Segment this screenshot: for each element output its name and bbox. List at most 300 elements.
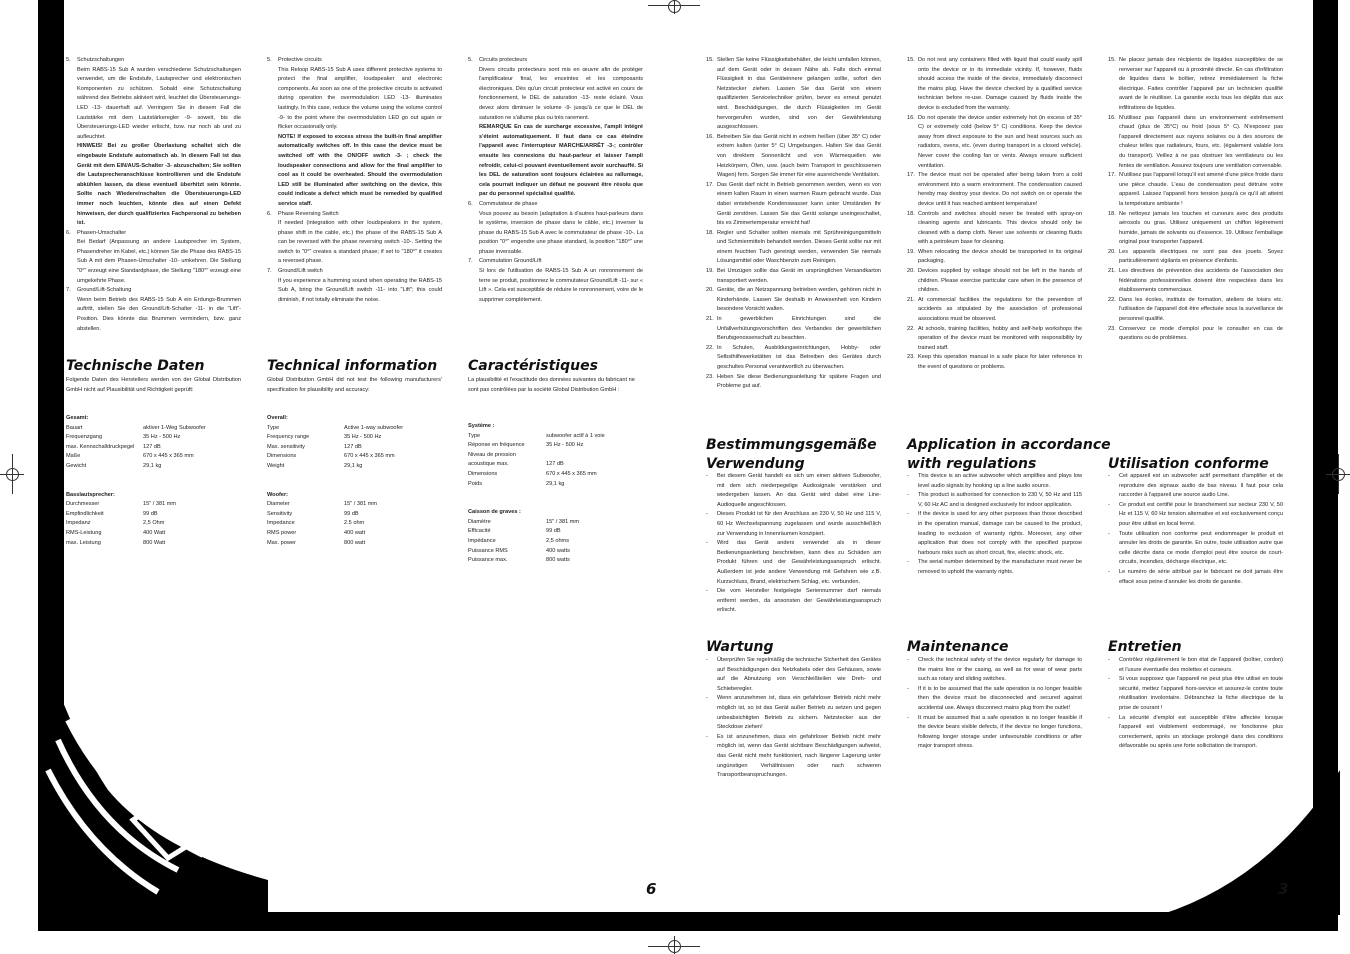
bullet-dash: - bbox=[907, 511, 909, 518]
spec-row bbox=[267, 519, 442, 529]
numbered-item bbox=[907, 171, 1082, 209]
spec-label: max. Leistung bbox=[66, 539, 101, 546]
spec-label: Maße bbox=[66, 453, 81, 460]
spec-label: Frequenzgang bbox=[66, 434, 103, 441]
spec-value: 2,5 ohms bbox=[546, 537, 570, 544]
spec-row bbox=[267, 452, 442, 462]
item-number: 16. bbox=[706, 133, 714, 140]
item-body: In gewerblichen Einrichtungen sind die Unfallverhütungsvorschriften des Verbandes der gewerblichen Berufsgenossenschaft zu beachten. bbox=[717, 316, 881, 342]
bullet-text: Wenn anzunehmen ist, dass ein gefahrloser Betrieb nicht mehr möglich ist, so ist das Gerät außer Betrieb zu setzen und gegen unbeabsichtigten Betrieb zu sichern. Netzstecker aus der Steckdose ziehen! bbox=[717, 695, 881, 731]
spec-value: 670 x 445 x 365 mm bbox=[143, 453, 194, 460]
spec-value: subwoofer actif à 1 voie bbox=[546, 432, 605, 439]
item-body: Devices supplied by voltage should not be left in the hands of children. Please exercise particular care when in the presence of children. bbox=[918, 268, 1082, 294]
spec-row bbox=[267, 443, 442, 453]
item-body: At commercial facilities the regulations for the prevention of accidents as stipulated by the association of professional associations must be observed. bbox=[918, 296, 1082, 323]
spec-value: 400 watts bbox=[546, 547, 570, 554]
numbered-item bbox=[706, 373, 881, 392]
spec-label: Durchmesser bbox=[66, 501, 100, 508]
tech-intro-de: Folgende Daten des Herstellers werden von der Global Distribution GmbH nicht auf Plausibilität und Richtigkeit geprüft: bbox=[66, 377, 241, 393]
use-heading-en-line2: with regulations bbox=[907, 456, 1037, 472]
spec-group-title: Système : bbox=[468, 423, 495, 429]
item-body: N'utilisez pas l'appareil dans un environnement extrêmement chaud (plus de 35°C) ou froid (sous 5° C). N'exposez pas l'appareil directement aux rayons solaires ou à des sources de chaleur telles que radiateurs, fours, etc. (également valable lors du transport). Veillez à ne pas obstruer les ventilateurs ou les fentes de ventilation. Assurez toujours une ventilation convenable. bbox=[1119, 114, 1283, 169]
spec-label: Efficacité bbox=[468, 528, 491, 535]
spec-label: Diamètre bbox=[468, 518, 491, 525]
spec-value: 127 dB bbox=[143, 443, 161, 450]
bullet-text: Dieses Produkt ist für den Anschluss an 230 V, 50 Hz und 115 V, 60 Hz Wechselspannung zugelassen und wurde ausschließlich zur Verwendung in Innenräumen konzipiert. bbox=[717, 511, 881, 537]
spec-row bbox=[468, 480, 643, 490]
bullet-item bbox=[907, 714, 1082, 752]
item-paragraph: Si lors de l'utilisation de RABS-15 Sub A un ronronnement de terre se produit, positionnez le commutateur Ground/Lift -11- sur « Lift ». Cela est susceptible de réduire le ronronnement, voire de le supprimer complètement. bbox=[479, 268, 643, 303]
spec-value: 670 x 445 x 365 mm bbox=[546, 470, 597, 477]
bullet-dash: - bbox=[1108, 657, 1110, 663]
crop-mark-top bbox=[648, 0, 700, 14]
item-body: In Schulen, Ausbildungseinrichtungen, Hobby- oder Selbsthilfewerkstätten ist das Betreiben des Gerätes durch geschultes Personal verantwortlich zu überwachen. bbox=[717, 344, 881, 370]
item-number: 23. bbox=[907, 354, 915, 361]
numbered-item bbox=[706, 267, 881, 286]
spec-group-title: Basslautsprecher: bbox=[66, 491, 115, 498]
brand-graphic-right bbox=[1160, 770, 1340, 915]
tech-heading-en: Technical information bbox=[267, 358, 438, 374]
item-body: Les appareils électriques ne sont pas des jouets. Soyez particulièrement vigilants en présence d'enfants. bbox=[1119, 248, 1283, 265]
safety-instructions-fr bbox=[1108, 56, 1283, 344]
bullet-dash: - bbox=[706, 473, 708, 479]
item-note: REMARQUE En cas de surcharge excessive, l'ampli intégré s'éteint automatiquement. Il faut dans ce cas éteindre l'appareil avec l'interrupteur MARCHE/ARRÊT -3-; contrôler ensuite les connexions du haut-parleur et laisser l'ampli refroidir, celui-ci pouvant éventuellement avoir surchauffé. Si les DEL de saturation sont toujours éclairées au rallumage, cela pourrait indiquer un défaut ne pouvant être résolu que par du personnel spécialisé qualifié. bbox=[479, 124, 643, 198]
spec-row bbox=[468, 547, 643, 557]
numbered-item bbox=[1108, 114, 1283, 172]
numbered-item bbox=[706, 181, 881, 229]
item-body: Betreiben Sie das Gerät nicht in extrem heißen (über 35° C) oder extrem kalten (unter 5° C) Umgebungen. Halten Sie das Gerät von direktem Sonnenlicht und von Wärmequellen wie Heizkörpern, Öfen, usw. (auch beim Transport in geschlossenen Wagen) fern. Sorgen Sie immer für eine ausreichende Ventilation. bbox=[717, 133, 881, 179]
spec-label: Type bbox=[468, 432, 481, 439]
spec-label: Impedance bbox=[267, 520, 295, 527]
item-body bbox=[278, 267, 442, 305]
item-body: Controls and switches should never be treated with spray-on cleaning agents and lubricants. This device should only be cleaned with a damp cloth. Never use solvents or cleaning fluids with a petroleum base for cleaning. bbox=[918, 210, 1082, 246]
spec-value: 400 Watt bbox=[143, 529, 166, 536]
item-body: Keep this operation manual in a safe place for later reference in the event of questions or problems. bbox=[918, 354, 1082, 370]
spec-label: Diameter bbox=[267, 501, 290, 508]
item-number: 19. bbox=[706, 268, 714, 275]
spec-row bbox=[66, 452, 241, 462]
bullet-dash: - bbox=[1108, 501, 1110, 508]
protective-circuits-en bbox=[267, 56, 442, 305]
bullet-text: Cet appareil est un subwoofer actif permettant d'amplifier et de reproduire des signaux audio de bas niveau. Il faut pour cela raccorder à l'appareil une source audio Line. bbox=[1119, 473, 1283, 499]
spec-row bbox=[66, 539, 241, 549]
spec-value: Active 1-way subwoofer bbox=[344, 424, 404, 431]
numbered-item bbox=[1108, 267, 1283, 296]
item-body bbox=[77, 56, 241, 229]
bullet-text: Toute utilisation non conforme peut endommager le produit et annuler les droits de garantie. En outre, toute utilisation autre que celle décrite dans ce mode d'emploi peut être source de court-circuits, incendies, décharge électrique, etc. bbox=[1119, 530, 1283, 566]
spec-label: Poids bbox=[468, 480, 482, 487]
item-number: 21. bbox=[706, 316, 714, 323]
item-body: When relocating the device should be transported in its original packaging. bbox=[918, 248, 1082, 265]
numbered-item bbox=[706, 286, 881, 315]
item-number: 18. bbox=[706, 229, 714, 236]
item-number: 6. bbox=[66, 229, 71, 236]
bullet-dash: - bbox=[907, 492, 909, 499]
numbered-item bbox=[468, 257, 643, 305]
item-number: 5. bbox=[468, 57, 473, 63]
spec-value: 2.5 ohm bbox=[344, 520, 365, 527]
item-body: Geräte, die an Netzspannung betrieben werden, gehören nicht in Kinderhände. Lassen Sie deshalb in Anwesenheit von Kindern besondere Vorsicht walten. bbox=[717, 287, 881, 313]
spec-label: Max. sensitivity bbox=[267, 443, 305, 450]
item-body bbox=[479, 56, 643, 200]
numbered-item bbox=[267, 56, 442, 210]
item-body: Heben Sie diese Bedienungsanleitung für spätere Fragen und Probleme gut auf. bbox=[717, 373, 881, 390]
item-number: 17. bbox=[1108, 172, 1116, 179]
numbered-item bbox=[706, 56, 881, 133]
brand-graphic-left bbox=[38, 630, 268, 914]
bullet-item bbox=[1108, 714, 1283, 752]
spec-row bbox=[267, 433, 442, 443]
spec-row bbox=[468, 441, 643, 451]
item-number: 17. bbox=[706, 181, 714, 188]
spec-label: Impédance bbox=[468, 537, 496, 544]
numbered-item bbox=[706, 344, 881, 373]
item-number: 23. bbox=[706, 373, 714, 380]
bullet-text: Ce produit est certifié pour le branchement sur secteur 230 V, 50 Hz et 115 V, 60 Hz tension alternative et est exclusivement conçu pour être utilisé en local fermé. bbox=[1119, 501, 1283, 527]
spec-row bbox=[66, 443, 241, 453]
spec-label: Puissance max. bbox=[468, 557, 508, 564]
bullet-dash: - bbox=[907, 657, 909, 663]
item-number: 18. bbox=[1108, 210, 1116, 217]
item-paragraph: Bei Bedarf (Anpassung an andere Lautsprecher im System, Phasendreher im Kabel, etc.) können Sie die Phase des RABS-15 Sub A mit dem Phasen-Umschalter -10- umkehren. Die Stellung "0°" erzeugt eine Standardphase, die Stellung "180°" erzeugt eine umgekehrte Phase. bbox=[77, 239, 241, 284]
spec-value: 29,1 kg bbox=[344, 462, 363, 469]
item-paragraph: Commutateur de phase bbox=[479, 200, 538, 207]
crop-mark-left bbox=[0, 454, 24, 494]
numbered-item bbox=[66, 56, 241, 229]
spec-row bbox=[267, 510, 442, 520]
bullet-dash: - bbox=[907, 473, 909, 479]
numbered-item bbox=[468, 200, 643, 258]
bullet-text: If the device is used for any other purposes than those described in the operation manual, damage can be caused to the product, leading to exclusion of warranty rights. Moreover, any other application that does not comply with the specified purpose harbours risks such as short circuit, fire, electric shock, etc. bbox=[918, 511, 1082, 556]
spec-value: 15" / 381 mm bbox=[344, 501, 378, 508]
spec-value: 35 Hz - 500 Hz bbox=[344, 434, 382, 441]
bullet-item bbox=[706, 587, 881, 616]
spec-row bbox=[468, 470, 643, 480]
numbered-item bbox=[706, 133, 881, 181]
spec-row bbox=[468, 460, 643, 470]
spec-value: aktiver 1-Weg Subwoofer bbox=[143, 424, 206, 431]
bullet-item bbox=[1108, 656, 1283, 675]
item-paragraph: Phase Reversing Switch bbox=[278, 210, 339, 217]
use-heading-en-line1: Application in accordance bbox=[907, 437, 1111, 453]
bullet-dash: - bbox=[706, 588, 708, 595]
bullet-dash: - bbox=[907, 559, 909, 566]
spec-row bbox=[66, 510, 241, 520]
item-body: Dans les écoles, instituts de formation, ateliers de loisirs etc. l'utilisation de l'appareil doit être effectuée sous la surveillance de personnel qualifié. bbox=[1119, 296, 1283, 323]
numbered-item bbox=[468, 56, 643, 200]
spec-label: Weight bbox=[267, 462, 285, 469]
item-body: Bei Umzügen sollte das Gerät im ursprünglichen Versandkarton transportiert werden. bbox=[717, 268, 881, 284]
item-note: NOTE! If exposed to excess stress the built-in final amplifier automatically switches off. In this case the device must be switched off with the ON/OFF switch -3- ; check the loudspeaker connections and allow for the final amplifier to cool as it could be overheated. Should the overmodulation LED still be illuminated after switching on the device, this could indicate a defect which must be remedied by qualified service staff. bbox=[278, 133, 442, 207]
bullet-text: If it is to be assumed that the safe operation is no longer feasible then the device must be disconnected and secured against accidental use. Always disconnect mains plug from the outlet! bbox=[918, 685, 1082, 711]
numbered-item bbox=[907, 248, 1082, 267]
bullet-dash: - bbox=[907, 714, 909, 721]
spec-label: Sensitivity bbox=[267, 510, 293, 517]
item-number: 22. bbox=[1108, 296, 1116, 303]
protective-circuits-de bbox=[66, 56, 241, 334]
spec-value: 15" / 381 mm bbox=[143, 501, 177, 508]
item-number: 7. bbox=[66, 287, 71, 294]
item-paragraph: If you experience a humming sound when operating the RABS-15 Sub A, bring the Ground/Lift switch -11- into "Lift"; this could diminish, if not totally eliminate the noise. bbox=[278, 277, 442, 303]
item-number: 5. bbox=[267, 57, 272, 63]
use-bullets-fr bbox=[1108, 472, 1283, 587]
tech-intro-fr: La plausibilité et l'exactitude des données suivantes du fabricant ne sont pas contrôlées par la société Global Distribution GmbH : bbox=[468, 377, 635, 393]
spec-group-title: Overall: bbox=[267, 415, 288, 421]
bullet-dash: - bbox=[706, 511, 708, 518]
safety-instructions-de bbox=[706, 56, 881, 392]
item-body: Ne nettoyez jamais les touches et curseurs avec des produits aérosols ou gras. Utilisez uniquement un chiffon légèrement humide, jamais de solvants ou d'essence. 19. Utilisez l'emballage original pour transporter l'appareil. bbox=[1119, 210, 1283, 246]
item-paragraph: Ground/Lift switch bbox=[278, 268, 323, 275]
item-body: N'utilisez pas l'appareil lorsqu'il est amené d'une pièce froide dans une pièce chaude. L'eau de condensation peut détruire votre appareil. Laissez l'appareil hors tension jusqu'à ce qu'il ait atteint la température ambiante ! bbox=[1119, 172, 1283, 207]
spec-label: Impedanz bbox=[66, 520, 91, 527]
spec-value: 670 x 445 x 365 mm bbox=[344, 453, 395, 460]
item-number: 6. bbox=[267, 210, 272, 217]
bullet-item bbox=[706, 656, 881, 694]
bullet-text: Überprüfen Sie regelmäßig die technische Sicherheit des Gerätes auf Beschädigungen des Netzkabels oder des Gehäuses, sowie auf die Abnutzung von Verschleißteilen wie Dreh- und Schieberegler. bbox=[717, 657, 881, 692]
item-paragraph: Schutzschaltungen bbox=[77, 57, 125, 63]
tech-specs-en bbox=[267, 414, 442, 548]
item-body bbox=[278, 56, 442, 210]
crop-mark-right bbox=[1326, 454, 1350, 494]
spec-row bbox=[66, 462, 241, 472]
item-number: 21. bbox=[907, 296, 915, 303]
item-body: At schools, training facilities, hobby and self-help workshops the operation of the device must be monitored with responsibility by trained staff. bbox=[918, 325, 1082, 351]
item-number: 16. bbox=[907, 114, 915, 121]
bullet-item bbox=[706, 539, 881, 587]
spec-value: 800 Watt bbox=[143, 539, 166, 546]
item-body: Stellen Sie keine Flüssigkeitsbehälter, die leicht umfallen können, auf dem Gerät oder in dessen Nähe ab. Falls doch einmal Flüssigkeit in das Geräteinnere gelangen sollte, sofort den Netzstecker ziehen. Lassen Sie das Gerät von einem qualifizierten Servicetechniker prüfen, bevor es erneut genutzt wird. Beschädigungen, die durch Flüssigkeiten im Gerät hervorgerufen wurden, sind von der Gewährleistung ausgeschlossen. bbox=[717, 57, 881, 131]
bullet-text: Contrôlez régulièrement le bon état de l'appareil (boîtier, cordon) et l'usure éventuelle des molettes et curseurs. bbox=[1119, 657, 1283, 673]
spec-label: RMS power bbox=[267, 529, 297, 536]
bullet-item bbox=[1108, 568, 1283, 587]
bullet-dash: - bbox=[1108, 714, 1110, 721]
spec-label: Frequency range bbox=[267, 434, 310, 441]
bullet-item bbox=[1108, 472, 1283, 501]
use-heading-fr: Utilisation conforme bbox=[1108, 456, 1269, 472]
tech-intro-en: Global Distribution GmbH did not test the following manufacturers' specification for plausibility and accuracy: bbox=[267, 377, 442, 393]
bullet-text: Wird das Gerät anders verwendet als in dieser Bedienungsanleitung beschrieben, kann dies zu Schäden am Produkt führen und der Gewährleistungsanspruch erlischt. Außerdem ist jede andere Verwendung mit Gefahren wie z.B. Kurzschluss, Brand, elektrischem Schlag, etc. verbunden. bbox=[717, 540, 881, 585]
spec-value: 2,5 Ohm bbox=[143, 520, 165, 527]
spec-value: 15" / 381 mm bbox=[546, 518, 580, 525]
use-heading-de bbox=[706, 436, 877, 474]
item-paragraph: Phasen-Umschalter bbox=[77, 229, 127, 236]
numbered-item bbox=[907, 325, 1082, 354]
numbered-item bbox=[1108, 296, 1283, 325]
maint-heading-en: Maintenance bbox=[907, 639, 1009, 655]
item-paragraph: Wenn beim Betrieb des RABS-15 Sub A ein Erdungs-Brummen auftritt, stellen Sie den Ground/Lift-Schalter -11- in die "Lift"-Position. Dies könnte das Brummen vermindern, bzw. ganz abstellen. bbox=[77, 296, 241, 332]
spec-row bbox=[468, 518, 643, 528]
bullet-text: Si vous supposez que l'appareil ne peut plus être utilisé en toute sécurité, mettez l'appareil hors-service et assurez-le contre toute réutilisation involontaire. Débranchez la fiche électrique de la prise de courant ! bbox=[1119, 676, 1283, 711]
spec-value: 127 dB bbox=[546, 461, 564, 468]
bullet-item bbox=[706, 694, 881, 732]
numbered-item bbox=[1108, 325, 1283, 344]
spec-label: Dimensions bbox=[468, 470, 498, 477]
spec-value: 35 Hz - 500 Hz bbox=[143, 434, 181, 441]
item-number: 22. bbox=[907, 325, 915, 332]
item-paragraph: Vous pouvez au besoin (adaptation à d'autres haut-parleurs dans le système, inversion de phase dans le câble, etc.) inverser la phase du RABS-15 Sub A avec le commutateur de phase -10-. La position "0°" engendre une phase standard, la position "180°" une phase inversable. bbox=[479, 210, 643, 255]
numbered-item bbox=[907, 114, 1082, 172]
bullet-item bbox=[1108, 675, 1283, 713]
numbered-item bbox=[706, 229, 881, 267]
spec-row bbox=[468, 432, 643, 442]
bullet-text: This device is an active subwoofer which amplifies and plays low level audio signals by hooking up a line audio source. bbox=[918, 473, 1082, 489]
bullet-text: Es ist anzunehmen, dass ein gefahrloser Betrieb nicht mehr möglich ist, wenn das Gerät sichtbare Beschädigungen aufweist, das Gerät nicht mehr funktioniert, nach längerer Lagerung unter ungünstigen Verhältnissen oder nach schweren Transportbeanspruchungen. bbox=[717, 733, 881, 779]
item-body: The device must not be operated after being taken from a cold environment into a warm environment. The condensation caused hereby may destroy your device. Do not switch on or operate the device until it has reached ambient temperature! bbox=[918, 172, 1082, 207]
numbered-item bbox=[267, 267, 442, 305]
bullet-dash: - bbox=[1108, 473, 1110, 479]
use-heading-en bbox=[907, 436, 1111, 474]
spec-row bbox=[468, 537, 643, 547]
spec-label: Type bbox=[267, 424, 280, 431]
spec-row bbox=[66, 500, 241, 510]
spec-label: Puissance RMS bbox=[468, 547, 508, 554]
spec-label: Empfindlichkeit bbox=[66, 510, 104, 517]
maint-bullets-de bbox=[706, 656, 881, 781]
spec-value: 400 watt bbox=[344, 529, 366, 536]
use-heading-de-line2: Verwendung bbox=[706, 456, 805, 472]
bullet-item bbox=[706, 472, 881, 510]
numbered-item bbox=[1108, 171, 1283, 209]
item-paragraph: Ground/Lift-Schaltung bbox=[77, 287, 132, 294]
item-paragraph: Protective circuits bbox=[278, 57, 322, 63]
maint-bullets-fr bbox=[1108, 656, 1283, 752]
item-number: 20. bbox=[907, 268, 915, 275]
item-body: Les directives de prévention des accidents de l'association des fédérations professionnelles doivent être respectées dans les établissements commerciaux. bbox=[1119, 268, 1283, 294]
item-number: 6. bbox=[468, 200, 473, 207]
bullet-text: Die vom Hersteller festgelegte Seriennummer darf niemals entfernt werden, da ansonsten der Gewährleistungsanspruch erlischt. bbox=[717, 588, 881, 614]
spec-label: Réponse en fréquence bbox=[468, 442, 525, 449]
item-body bbox=[479, 257, 643, 305]
spec-row bbox=[66, 433, 241, 443]
bullet-dash: - bbox=[706, 657, 708, 663]
item-body: Conservez ce mode d'emploi pour le consulter en cas de questions ou de problèmes. bbox=[1119, 325, 1283, 342]
numbered-item bbox=[907, 267, 1082, 296]
bullet-text: It must be assumed that a safe operation is no longer feasible if the device bears visible defects, if the device no longer functions, following longer storage under unfavourable conditions or after major transport stress. bbox=[918, 714, 1082, 750]
maint-heading-de: Wartung bbox=[706, 639, 774, 655]
spec-value: 99 dB bbox=[143, 510, 158, 517]
bullet-dash: - bbox=[706, 695, 708, 702]
item-body: Ne placez jamais des récipients de liquides susceptibles de se renverser sur l'appareil ou à proximité directe. En cas d'infiltration de liquides dans le boîtier, retirez immédiatement la fiche électrique. Faites contrôler l'appareil par un technicien qualifié avant de le réutiliser. La garantie exclu tous les dégâts dus aux infiltrations de liquides. bbox=[1119, 57, 1283, 111]
spec-row bbox=[267, 424, 442, 434]
spec-value: 800 watt bbox=[344, 539, 366, 546]
item-number: 20. bbox=[1108, 248, 1116, 255]
numbered-item bbox=[907, 56, 1082, 114]
bullet-text: This product is authorised for connection to 230 V, 50 Hz and 115 V, 60 Hz AC and is designed exclusively for indoor application. bbox=[918, 492, 1082, 508]
item-number: 5. bbox=[66, 57, 71, 63]
bullet-item bbox=[706, 733, 881, 781]
item-paragraph: Divers circuits protecteurs sont mis en œuvre afin de protéger l'amplificateur final, les enceintes et les composants électroniques. Dès qu'un circuit protecteur est activé en cours de fonctionnement, le DEL de saturation -13- reste éclairé. Vous devez alors diminuer le volume -9- jusqu'à ce que le DEL de saturation ne s'allume plus ou très rarement. bbox=[479, 66, 643, 121]
item-body: Regler und Schalter sollten niemals mit Sprühreinigungsmitteln und Schmiermitteln behandelt werden. Dieses Gerät sollte nur mit einem feuchten Tuch gereinigt werden, verwenden Sie niemals Lösungsmittel oder Waschbenzin zum Reinigen. bbox=[717, 229, 881, 265]
protective-circuits-fr bbox=[468, 56, 643, 305]
spec-label: RMS-Leistung bbox=[66, 529, 102, 536]
item-paragraph: This Reloop RABS-15 Sub A uses different protective systems to protect the final amplifier, loudspeaker and electronic components. As soon as one of the protective circuits is activated during operation the overmodulation LED -13- illuminates lastingly. In this case, reduce the volume using the volume control -9- to the point where the overmodulation LED go out again or flicker occasionally only. bbox=[278, 66, 442, 131]
bullet-text: Le numéro de série attribué par le fabricant ne doit jamais être effacé sous peine d'annuler les droits de garantie. bbox=[1119, 568, 1283, 585]
item-paragraph: Beim RABS-15 Sub A wurden verschiedene Schutzschaltungen verwendet, um die Endstufe, Lautsprecher und elektronischen Komponenten zu schützen. Sobald eine Schutzschaltung während des Betriebs aktiviert wird, leuchtet die Übersteuerungs-LED -13- dauerhaft auf. Verringern Sie in diesem Fall die Lautstärke mit dem Lautstärkeregler -9- soweit, bis die Übersteuerungs-LED wieder erlischt, bzw. nur noch ab und zu aufleuchtet. bbox=[77, 66, 241, 140]
numbered-item bbox=[1108, 248, 1283, 267]
numbered-item bbox=[1108, 56, 1283, 114]
item-body: Do not operate the device under extremely hot (in excess of 35° C) or extremely cold (below 5° C) conditions. Keep the device away from direct exposure to the sun and heat sources such as radiators, ovens, etc. (even during transport in a closed vehicle). Never cover the cooling fan or vents. Always ensure sufficient ventilation. bbox=[918, 114, 1082, 169]
spec-label: max. Kennschalldruckpegel bbox=[66, 443, 135, 450]
spec-row bbox=[267, 539, 442, 549]
spec-label: Gewicht bbox=[66, 462, 87, 469]
item-body bbox=[278, 210, 442, 268]
item-body bbox=[77, 229, 241, 287]
spec-row bbox=[267, 500, 442, 510]
spec-group-title: Woofer: bbox=[267, 491, 289, 498]
spec-group-title: Caisson de graves : bbox=[468, 509, 521, 516]
numbered-item bbox=[267, 210, 442, 268]
spec-value: 127 dB bbox=[344, 443, 362, 450]
spec-value: 800 watts bbox=[546, 557, 570, 564]
bullet-item bbox=[1108, 501, 1283, 530]
crop-mark-bottom bbox=[648, 936, 700, 954]
bullet-dash: - bbox=[1108, 568, 1110, 575]
item-number: 16. bbox=[1108, 114, 1116, 121]
item-number: 15. bbox=[907, 57, 915, 63]
spec-row bbox=[66, 424, 241, 434]
bullet-text: Check the technical safety of the device regularly for damage to the mains line or the casing, as well as for wear of wear parts such as rotary and sliding switches. bbox=[918, 657, 1082, 683]
tech-heading-fr: Caractéristiques bbox=[468, 358, 598, 374]
item-number: 15. bbox=[706, 57, 714, 63]
spec-value: 99 dB bbox=[344, 510, 359, 517]
numbered-item bbox=[66, 229, 241, 287]
item-note: HINWEIS! Bei zu großer Überlastung schaltet sich die eingebaute Endstufe automatisch ab. In diesem Fall ist das Gerät mit dem EIN/AUS-Schalter -3- abzuschalten; Sie sollten die Lautsprecheranschlüsse kontrollieren und die Endstufe abkühlen lassen, da diese eventuell überhitzt sein könnte. Sollte nach Wiedereinschalten die Übersteuerungs-LED immer noch leuchten, könnte dies auf einen Defekt hinweisen, der durch qualifiziertes Fachpersonal zu beheben ist. bbox=[77, 143, 241, 227]
item-number: 7. bbox=[267, 268, 272, 275]
numbered-item bbox=[66, 286, 241, 334]
maint-bullets-en bbox=[907, 656, 1082, 752]
bullet-item bbox=[907, 510, 1082, 558]
spec-label: acoustique max. bbox=[468, 461, 509, 468]
bullet-item bbox=[907, 656, 1082, 685]
bullet-item bbox=[907, 685, 1082, 714]
spec-value: 35 Hz - 500 Hz bbox=[546, 442, 584, 449]
numbered-item bbox=[907, 210, 1082, 248]
spec-value: 29,1 kg bbox=[546, 480, 565, 487]
spec-value: 29,1 kg bbox=[143, 462, 162, 469]
tech-heading-de: Technische Daten bbox=[66, 358, 205, 374]
page-number-left: 6 bbox=[646, 880, 657, 898]
spec-label: Niveau de pression bbox=[468, 451, 516, 458]
item-body bbox=[479, 200, 643, 258]
item-number: 15. bbox=[1108, 57, 1116, 63]
item-number: 17. bbox=[907, 172, 915, 179]
item-body: Das Gerät darf nicht in Betrieb genommen werden, wenn es von einem kalten Raum in einen warmen Raum gebracht wurde. Das dabei entstehende Kondenswasser kann unter Umständen Ihr Gerät zerstören. Lassen Sie das Gerät solange uneingeschaltet, bis es Zimmertemperatur erreicht hat! bbox=[717, 181, 881, 227]
tech-specs-de bbox=[66, 414, 241, 548]
bullet-text: Bei diesem Gerät handelt es sich um einen aktiven Subwoofer, mit dem sich niederpegelige Audiosignale verstärken und wiedergeben lassen. An das Gerät wird dabei eine Line-Audioquelle angeschlossen. bbox=[717, 473, 881, 508]
spec-label: Bauart bbox=[66, 424, 83, 431]
bullet-dash: - bbox=[907, 685, 909, 692]
item-paragraph: If needed (integration with other loudspeakers in the system, phase shift in the cable, etc.) the phase of the RABS-15 Sub A can be reversed with the phase reversing switch -10-. Setting the switch to "0°" creates a standard phase; if set to "180°" it creates a reversed phase. bbox=[278, 220, 442, 265]
spec-row bbox=[267, 462, 442, 472]
item-number: 22. bbox=[706, 344, 714, 351]
spec-row bbox=[468, 527, 643, 537]
bullet-dash: - bbox=[1108, 530, 1110, 537]
page-number-right: 3 bbox=[1278, 880, 1289, 898]
item-body: Do not rest any containers filled with liquid that could easily spill onto the device or in its immediate vicinity. If, however, fluids should access the inside of the device, immediately disconnect the mains plug. Have the device checked by a qualified service technician before re-use. Damage caused by fluids inside the device is excluded from the warranty. bbox=[918, 57, 1082, 111]
bullet-item bbox=[907, 491, 1082, 510]
bullet-dash: - bbox=[706, 540, 708, 547]
spec-value: 99 dB bbox=[546, 528, 561, 535]
spec-row bbox=[267, 529, 442, 539]
use-bullets-de bbox=[706, 472, 881, 616]
maint-heading-fr: Entretien bbox=[1108, 639, 1182, 655]
item-number: 20. bbox=[706, 287, 714, 294]
bullet-item bbox=[907, 558, 1082, 577]
safety-instructions-en bbox=[907, 56, 1082, 373]
bullet-text: La sécurité d'emploi est susceptible d'être affectée lorsque l'appareil est visiblement endommagé, ne fonctionne plus correctement, après un stockage prolongé dans des conditions défavorable ou après une forte sollicitation de transport. bbox=[1119, 714, 1283, 750]
bullet-item bbox=[1108, 530, 1283, 568]
item-paragraph: Circuits protecteurs bbox=[479, 57, 528, 63]
